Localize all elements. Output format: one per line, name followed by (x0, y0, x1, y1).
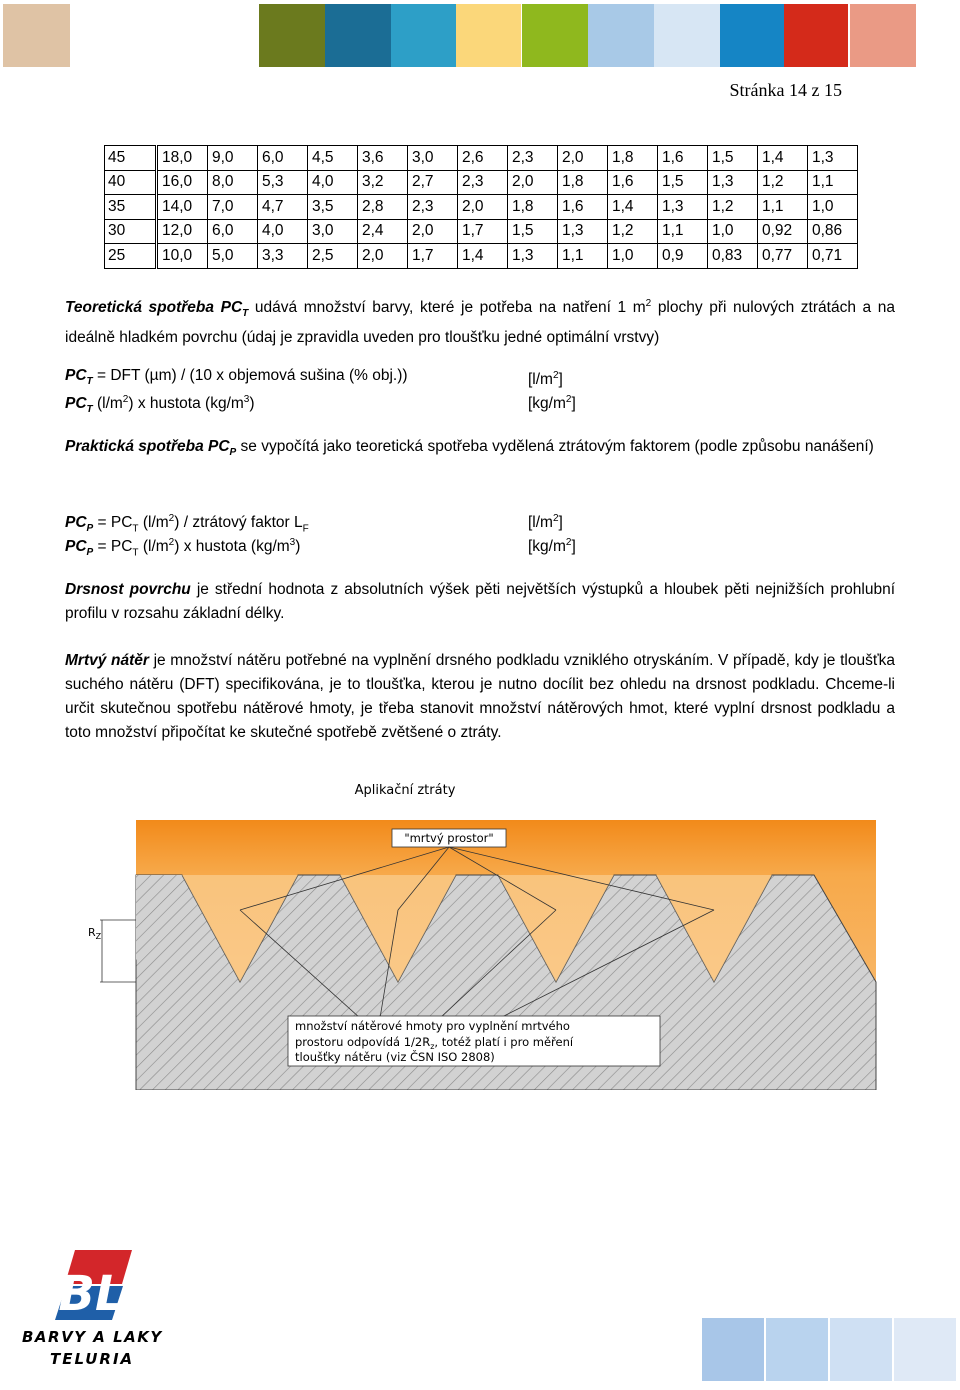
table-cell: 9,0 (208, 146, 258, 171)
color-bar-segment (70, 4, 130, 67)
table-cell: 3,3 (258, 244, 308, 269)
page-number: Stránka 14 z 15 (729, 80, 842, 100)
table-cell: 0,86 (808, 219, 858, 244)
logo-line-2: TELURIA (50, 1350, 135, 1368)
table-cell: 2,6 (458, 146, 508, 171)
table-cell: 1,6 (558, 195, 608, 220)
table-cell: 3,0 (408, 146, 458, 171)
unit-kg-m2-2: $[kg/m^2]$ (528, 537, 576, 556)
table-cell: 4,0 (258, 219, 308, 244)
table-cell: 4,7 (258, 195, 308, 220)
color-bar-segment (391, 4, 457, 67)
table-cell: 1,0 (808, 195, 858, 220)
table-cell: 2,5 (308, 244, 358, 269)
dead-space-label: "mrtvý prostor" (404, 831, 494, 845)
table-cell: 0,9 (658, 244, 708, 269)
note-line-3: tloušťky nátěru (viz ČSN ISO 2808) (295, 1050, 495, 1064)
table-cell: 1,3 (658, 195, 708, 220)
footer-square (702, 1318, 764, 1381)
color-bar-segment (522, 4, 588, 67)
footer-square (894, 1318, 956, 1381)
table-cell: 4,5 (308, 146, 358, 171)
company-logo (20, 1250, 170, 1370)
table-cell: 2,0 (408, 219, 458, 244)
table-cell: 1,5 (508, 219, 558, 244)
table-cell: 1,6 (658, 146, 708, 171)
table-cell: 1,3 (708, 170, 758, 195)
table-cell: 1,4 (758, 146, 808, 171)
note-line-2: prostoru odpovídá $1/2R_z$, totéž platí i pro měření (295, 1035, 574, 1051)
color-bar-segment (784, 4, 848, 67)
table-cell: 16,0 (157, 170, 208, 195)
table-cell: 1,5 (708, 146, 758, 171)
table-cell: 25 (105, 244, 157, 269)
color-bar-segment (3, 4, 70, 67)
table-cell: 1,4 (608, 195, 658, 220)
table-cell: 2,3 (508, 146, 558, 171)
header-color-bar (0, 4, 960, 67)
unit-l-m2: $[l/m^2]$ (528, 370, 563, 389)
table-row (105, 219, 858, 244)
table-cell: 10,0 (157, 244, 208, 269)
table-cell: 1,3 (808, 146, 858, 171)
table-cell: 1,8 (608, 146, 658, 171)
table-cell: 35 (105, 195, 157, 220)
theory-term: Teoretická spotřeba $PC_T$ (65, 299, 249, 320)
table-cell: 1,1 (758, 195, 808, 220)
table-cell: 2,7 (408, 170, 458, 195)
application-loss-diagram (80, 780, 880, 1090)
theory-paragraph: Teoretická spotřeba $PC_T$ udává množství barvy, které je potřeba na natření 1 $m^2$ plochy při nulových ztrátách a na ideálně hladkém povrchu (údaj je zpravidla uveden pro tloušťku jedné optimální vrstvy) (65, 298, 895, 347)
table-cell: 18,0 (157, 146, 208, 171)
note-line-1: množství nátěrové hmoty pro vyplnění mrtvého (295, 1019, 570, 1033)
table-cell: 40 (105, 170, 157, 195)
table-cell: 1,1 (808, 170, 858, 195)
color-bar-segment (588, 4, 654, 67)
table-cell: 1,2 (758, 170, 808, 195)
table-cell: 3,5 (308, 195, 358, 220)
table-cell: 1,3 (508, 244, 558, 269)
table-cell: 12,0 (157, 219, 208, 244)
table-row (105, 244, 858, 269)
table-cell: 0,77 (758, 244, 808, 269)
table-cell: 2,0 (358, 244, 408, 269)
footer-square (766, 1318, 828, 1381)
table-cell: 2,8 (358, 195, 408, 220)
table-cell: 1,6 (608, 170, 658, 195)
table-cell: 7,0 (208, 195, 258, 220)
table-cell: 4,0 (308, 170, 358, 195)
table-cell: 1,1 (558, 244, 608, 269)
unit-l-m2-2: $[l/m^2]$ (528, 513, 563, 532)
table-cell: 0,83 (708, 244, 758, 269)
table-cell: 5,3 (258, 170, 308, 195)
table-cell: 45 (105, 146, 157, 171)
formula-pcp-loss: $PC_P = PC_T$ $(l/m^2)$ / ztrátový faktor $L_F$ (65, 513, 309, 535)
color-bar-segment (456, 4, 521, 67)
formula-pcp-density: $PC_P = PC_T$ $(l/m^2)$ x hustota $(kg/m^3)$ (65, 537, 301, 559)
table-cell: 3,0 (308, 219, 358, 244)
table-row (105, 170, 858, 195)
table-cell: 1,4 (458, 244, 508, 269)
unit-kg-m2: $[kg/m^2]$ (528, 394, 576, 413)
practical-paragraph: Praktická spotřeba $PC_P$ se vypočítá jako teoretická spotřeba vydělená ztrátovým faktorem (podle způsobu nanášení) (65, 438, 874, 459)
formula-pct-dft: $PC_T$ = DFT (µm) / (10 x objemová sušina (% obj.)) (65, 367, 408, 388)
diagram-title: Aplikační ztráty (354, 783, 456, 798)
svg-text:BL: BL (58, 1266, 126, 1322)
table-cell: 8,0 (208, 170, 258, 195)
table-cell: 1,2 (708, 195, 758, 220)
table-cell: 6,0 (258, 146, 308, 171)
table-cell: 0,71 (808, 244, 858, 269)
table-cell: 1,7 (458, 219, 508, 244)
table-cell: 0,92 (758, 219, 808, 244)
table-cell: 1,0 (608, 244, 658, 269)
formula-pct-density: $PC_T$ $(l/m^2)$ x hustota $(kg/m^3)$ (65, 394, 255, 416)
consumption-table (104, 145, 858, 269)
table-cell: 5,0 (208, 244, 258, 269)
table-cell: 1,5 (658, 170, 708, 195)
rz-label: $R_Z$ (88, 926, 102, 941)
dead-coating-paragraph: Mrtvý nátěr je množství nátěru potřebné na vyplnění drsného podkladu vzniklého otryskáním. V případě, kdy je tloušťka suchého nátěru (DFT) specifikována, je to tloušťka, kterou je nutno docílit bez ohledu na drsnost podkladu. Chceme-li určit skutečnou spotřebu nátěrové hmoty, je třeba stanovit množství nátěrových hmot, které vyplní drsnost podkladu a toto množství připočítat ke skutečné spotřebě zvětšené o ztráty. (65, 652, 895, 741)
table-cell: 1,8 (508, 195, 558, 220)
table-cell: 1,3 (558, 219, 608, 244)
table-cell: 30 (105, 219, 157, 244)
table-cell: 1,8 (558, 170, 608, 195)
roughness-paragraph: Drsnost povrchu je střední hodnota z absolutních výšek pěti největších výstupků a hloubek pěti nejnižších prohlubní profilu v rozsahu základní délky. (65, 581, 896, 622)
table-cell: 2,3 (458, 170, 508, 195)
logo-mark (55, 1250, 132, 1322)
color-bar-segment (654, 4, 720, 67)
table-row (105, 195, 858, 220)
footer-square (830, 1318, 892, 1381)
table-cell: 1,1 (658, 219, 708, 244)
table-cell: 2,0 (558, 146, 608, 171)
color-bar-segment (325, 4, 391, 67)
table-cell: 2,0 (458, 195, 508, 220)
table-cell: 2,0 (508, 170, 558, 195)
table-cell: 14,0 (157, 195, 208, 220)
table-row (105, 146, 858, 171)
color-bar-segment (720, 4, 786, 67)
table-cell: 3,2 (358, 170, 408, 195)
table-cell: 3,6 (358, 146, 408, 171)
table-cell: 6,0 (208, 219, 258, 244)
table-cell: 1,0 (708, 219, 758, 244)
color-bar-segment (259, 4, 325, 67)
table-cell: 2,4 (358, 219, 408, 244)
logo-line-1: BARVY A LAKY (22, 1328, 163, 1346)
table-cell: 1,2 (608, 219, 658, 244)
table-cell: 1,7 (408, 244, 458, 269)
color-bar-segment (850, 4, 916, 67)
table-cell: 2,3 (408, 195, 458, 220)
footer-decoration (700, 1318, 960, 1381)
